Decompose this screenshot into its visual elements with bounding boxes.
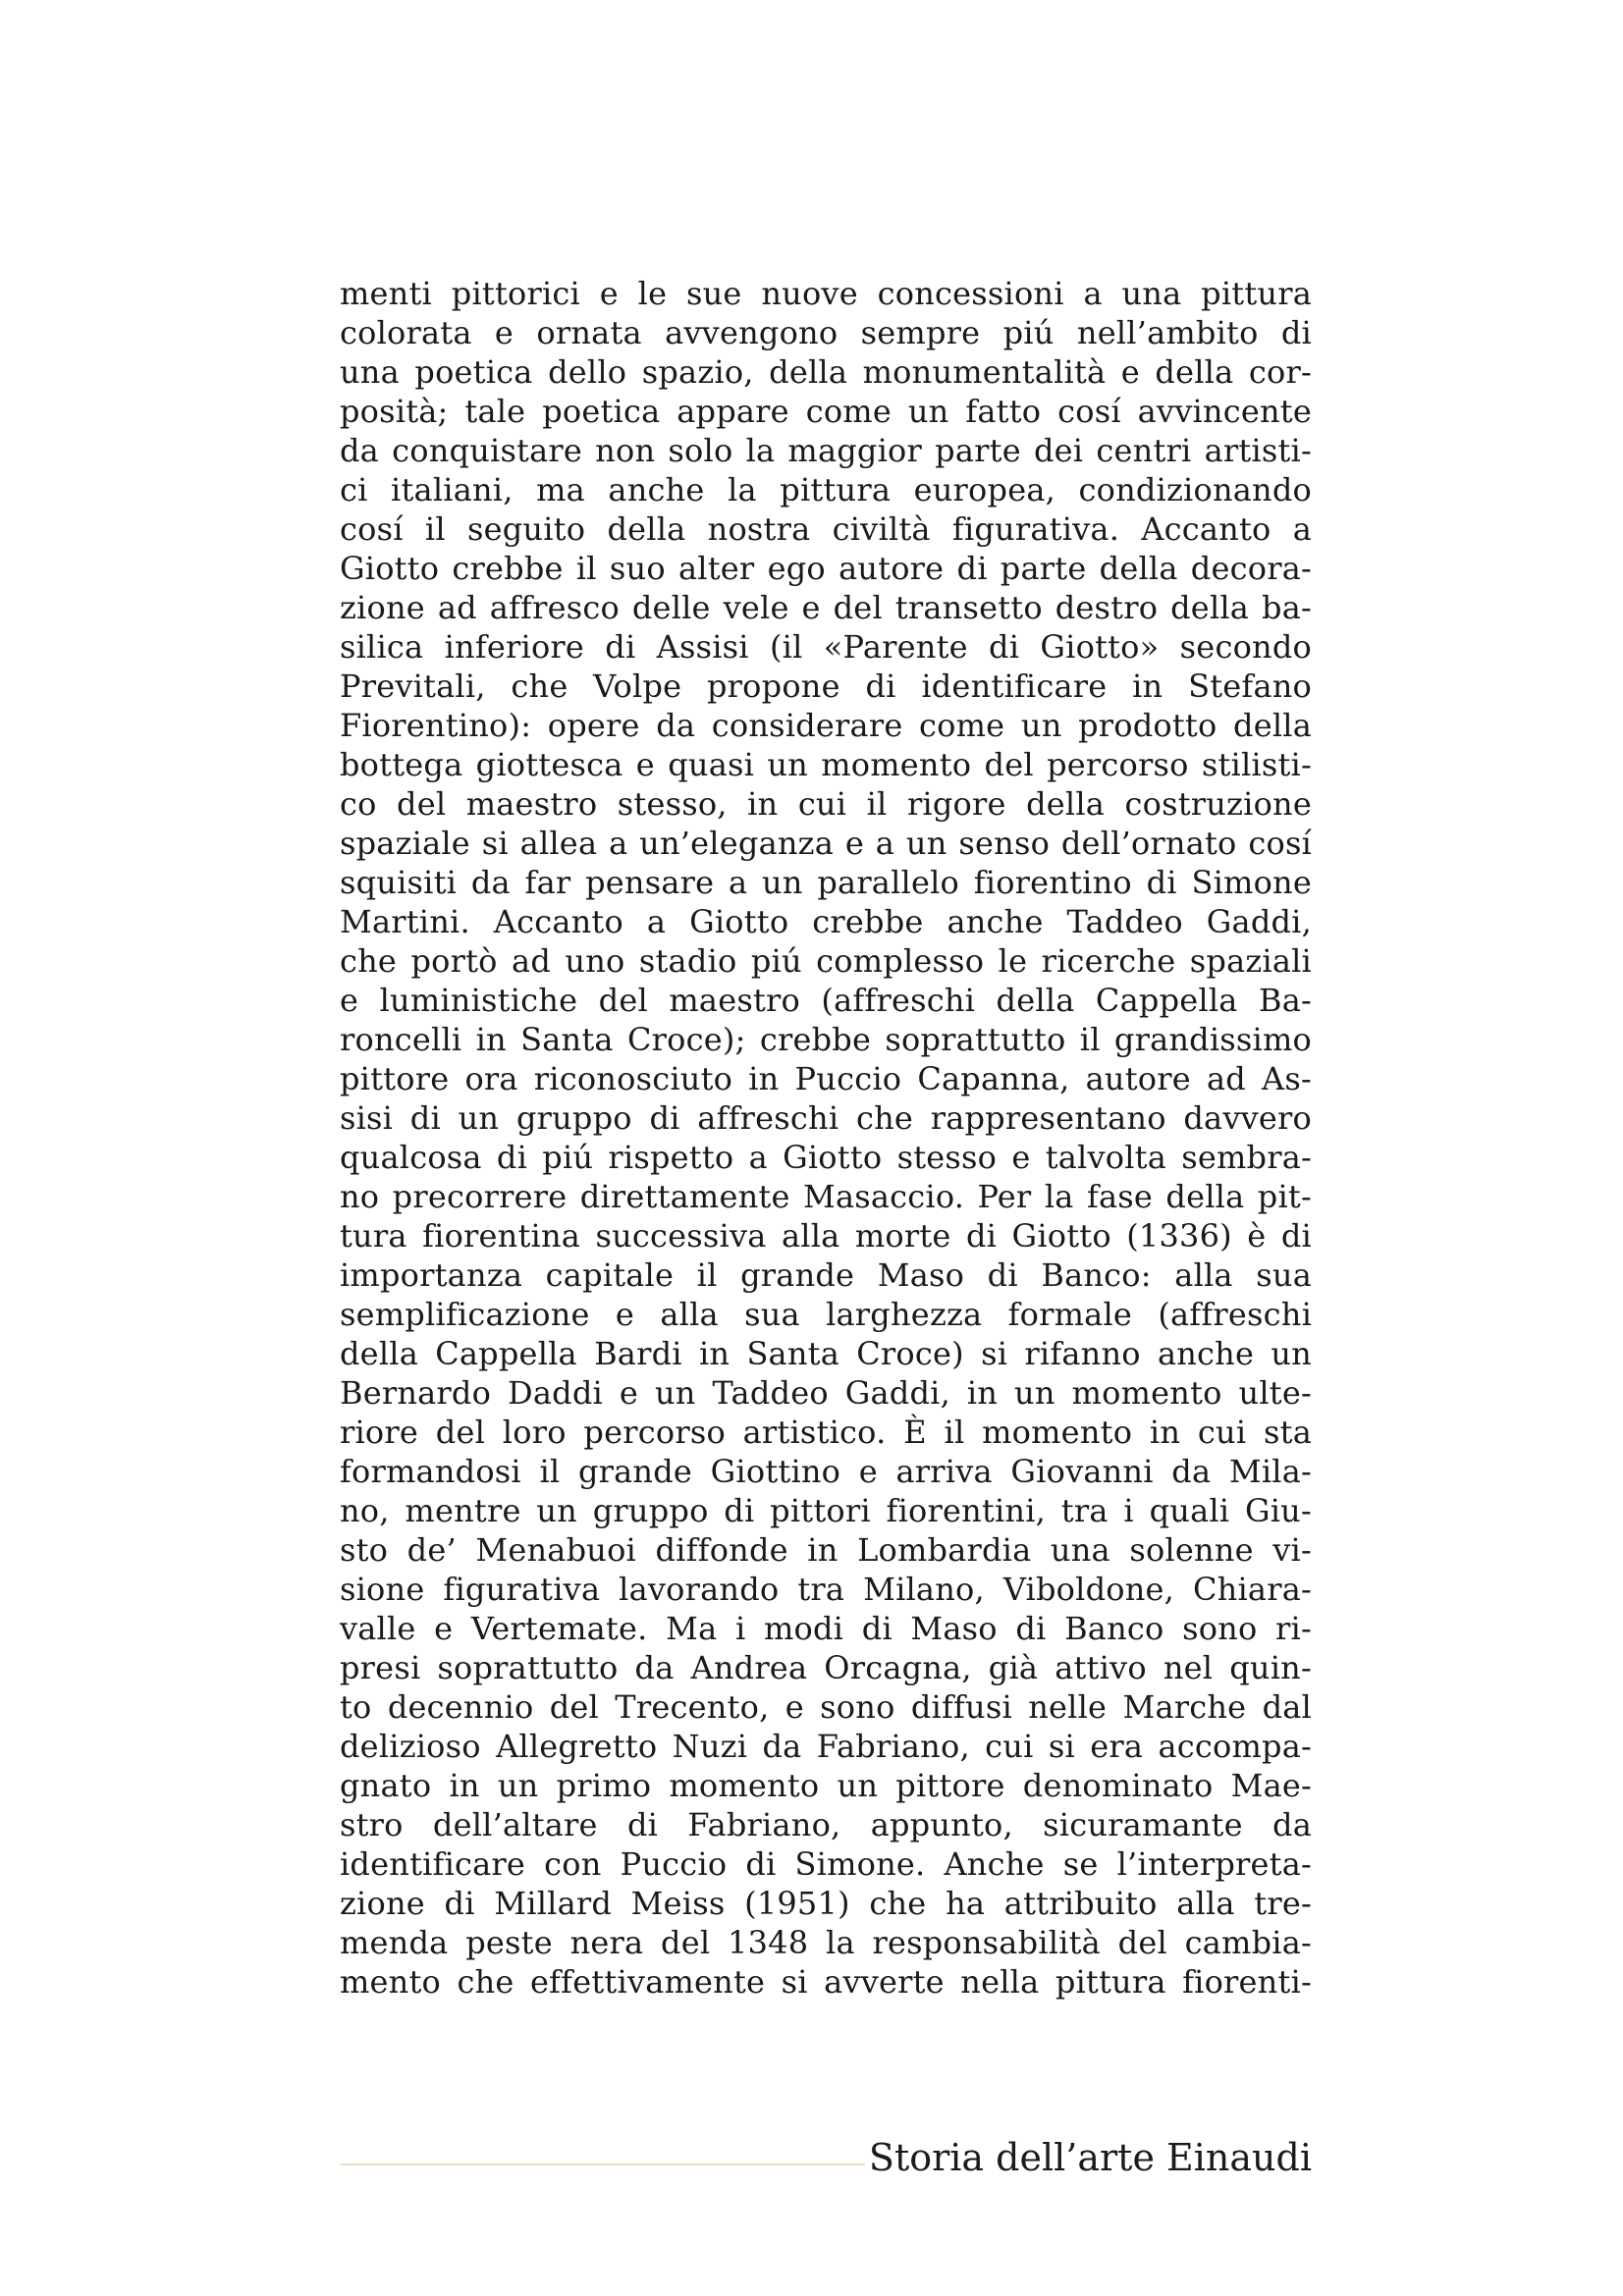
text-line: colorata e ornata avvengono sempre piú nell’ambito di: [340, 314, 1312, 351]
text-line: squisiti da far pensare a un parallelo fiorentino di Simone: [340, 864, 1312, 901]
text-line: bottega giottesca e quasi un momento del percorso stilisti-: [340, 746, 1312, 783]
text-line: Martini. Accanto a Giotto crebbe anche Taddeo Gaddi,: [340, 903, 1312, 940]
text-line: gnato in un primo momento un pittore denominato Mae-: [340, 1767, 1312, 1804]
text-line: sisi di un gruppo di affreschi che rappresentano davvero: [340, 1099, 1312, 1137]
text-line: sione figurativa lavorando tra Milano, Viboldone, Chiara-: [340, 1571, 1312, 1608]
text-line: pittore ora riconosciuto in Puccio Capanna, autore ad As-: [340, 1060, 1312, 1097]
text-line: menti pittorici e le sue nuove concessioni a una pittura: [340, 275, 1312, 312]
text-line: no, mentre un gruppo di pittori fiorentini, tra i quali Giu-: [340, 1492, 1312, 1529]
text-line: e luministiche del maestro (affreschi della Cappella Ba-: [340, 982, 1312, 1019]
text-line: della Cappella Bardi in Santa Croce) si rifanno anche un: [340, 1335, 1312, 1372]
text-line: roncelli in Santa Croce); crebbe soprattutto il grandissimo: [340, 1021, 1312, 1058]
text-line: stro dell’altare di Fabriano, appunto, sicuramante da: [340, 1806, 1312, 1843]
footer-series-title: Storia dell’arte Einaudi: [868, 2136, 1312, 2179]
text-line: posità; tale poetica appare come un fatto cosí avvincente: [340, 393, 1312, 430]
text-line: mento che effettivamente si avverte nella pittura fiorenti-: [340, 1963, 1312, 2001]
text-line: Fiorentino): opere da considerare come un prodotto della: [340, 707, 1312, 744]
text-line: co del maestro stesso, in cui il rigore della costruzione: [340, 785, 1312, 823]
footer-divider: [340, 2163, 865, 2165]
text-line: Giotto crebbe il suo alter ego autore di parte della decora-: [340, 550, 1312, 587]
text-line: identificare con Puccio di Simone. Anche se l’interpreta-: [340, 1845, 1312, 1883]
text-line: qualcosa di piú rispetto a Giotto stesso e talvolta sembra-: [340, 1139, 1312, 1176]
text-line: semplificazione e alla sua larghezza formale (affreschi: [340, 1296, 1312, 1333]
text-line: cosí il seguito della nostra civiltà figurativa. Accanto a: [340, 510, 1312, 548]
text-line: to decennio del Trecento, e sono diffusi nelle Marche dal: [340, 1688, 1312, 1726]
text-line: ci italiani, ma anche la pittura europea, condizionando: [340, 471, 1312, 508]
text-line: zione ad affresco delle vele e del transetto destro della ba-: [340, 589, 1312, 626]
text-line: importanza capitale il grande Maso di Banco: alla sua: [340, 1256, 1312, 1294]
text-line: riore del loro percorso artistico. È il momento in cui sta: [340, 1414, 1312, 1451]
text-line: da conquistare non solo la maggior parte dei centri artisti-: [340, 432, 1312, 469]
text-line: zione di Millard Meiss (1951) che ha attribuito alla tre-: [340, 1885, 1312, 1922]
text-line: tura fiorentina successiva alla morte di Giotto (1336) è di: [340, 1217, 1312, 1255]
text-line: no precorrere direttamente Masaccio. Per la fase della pit-: [340, 1178, 1312, 1215]
text-line: spaziale si allea a un’eleganza e a un senso dell’ornato cosí: [340, 825, 1312, 862]
body-text: [340, 274, 1312, 2002]
text-line: valle e Vertemate. Ma i modi di Maso di Banco sono ri-: [340, 1610, 1312, 1647]
text-line: una poetica dello spazio, della monumentalità e della cor-: [340, 353, 1312, 391]
text-line: sto de’ Menabuoi diffonde in Lombardia una solenne vi-: [340, 1531, 1312, 1569]
text-line: silica inferiore di Assisi (il «Parente di Giotto» secondo: [340, 628, 1312, 666]
text-line: menda peste nera del 1348 la responsabilità del cambia-: [340, 1924, 1312, 1961]
text-line: Previtali, che Volpe propone di identificare in Stefano: [340, 667, 1312, 705]
page-footer: [340, 2130, 1312, 2189]
text-line: formandosi il grande Giottino e arriva Giovanni da Mila-: [340, 1453, 1312, 1490]
text-line: Bernardo Daddi e un Taddeo Gaddi, in un momento ulte-: [340, 1374, 1312, 1412]
text-line: che portò ad uno stadio piú complesso le ricerche spaziali: [340, 942, 1312, 980]
text-line: delizioso Allegretto Nuzi da Fabriano, cui si era accompa-: [340, 1728, 1312, 1765]
text-line: presi soprattutto da Andrea Orcagna, già attivo nel quin-: [340, 1649, 1312, 1686]
